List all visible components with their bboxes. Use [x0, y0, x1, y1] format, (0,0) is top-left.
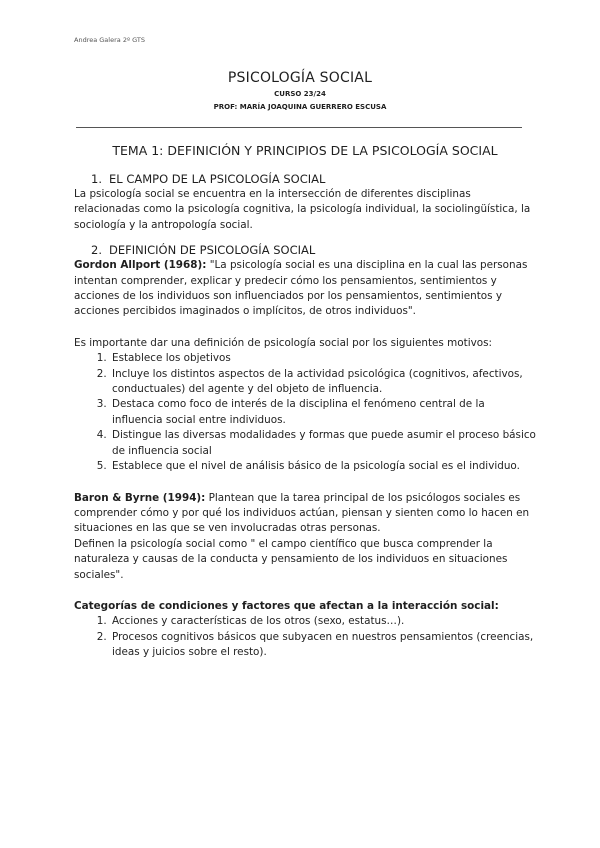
professor-line: PROF: MARÍA JOAQUINA GUERRERO ESCUSA	[213, 103, 387, 111]
section-2-number: 2.	[91, 243, 102, 258]
baron-text: Plantean que la tarea principal de los psicólogos sociales es comprender cómo y por qué los individuos actúan, piensan y sienten como lo hacen en situaciones en las que se ven involucradas otras personas.	[74, 491, 530, 535]
section-2-title: DEFINICIÓN DE PSICOLOGÍA SOCIAL	[109, 243, 316, 258]
baron-paragraph	[74, 491, 536, 537]
section-1-heading	[74, 172, 536, 187]
motives-intro: Es importante dar una definición de psicología social por los siguientes motivos:	[74, 336, 492, 349]
document-title: PSICOLOGÍA SOCIAL	[227, 70, 373, 86]
section-2-heading	[74, 243, 536, 258]
document-body	[74, 143, 536, 661]
list-item: 2. Procesos cognitivos básicos que subyacen en nuestros pensamientos (creencias, ideas y juicios sobre el resto).	[110, 630, 536, 661]
list-item: 5. Establece que el nivel de análisis básico de la psicología social es el individuo.	[110, 459, 536, 474]
allport-paragraph	[74, 258, 536, 320]
topic-heading: TEMA 1: DEFINICIÓN Y PRINCIPIOS DE LA PSICOLOGÍA SOCIAL	[112, 143, 498, 158]
title-divider	[76, 127, 522, 128]
title-block	[0, 70, 600, 112]
section-1-number: 1.	[91, 172, 102, 186]
list-item: 1. Acciones y características de los otros (sexo, estatus…).	[110, 614, 536, 629]
section-1-paragraph: La psicología social se encuentra en la intersección de diferentes disciplinas relacionadas como la psicología cognitiva, la psicología individual, la sociolingüística, la sociología y la antropología social.	[74, 188, 531, 231]
categories-heading: Categorías de condiciones y factores que afectan a la interacción social:	[74, 599, 499, 612]
list-item: 3. Destaca como foco de interés de la disciplina el fenómeno central de la influencia social entre individuos.	[110, 397, 536, 428]
section-1-title: EL CAMPO DE LA PSICOLOGÍA SOCIAL	[109, 172, 326, 186]
allport-quote: "La psicología social es una disciplina en la cual las personas intentan comprender, explicar y predecir cómo los pensamientos, sentimientos y acciones de los individuos son influenciados por los pensamientos, sentimientos y acciones percibidos imaginados o implícitos, de otros individuos".	[74, 259, 528, 318]
list-item: 2. Incluye los distintos aspectos de la actividad psicológica (cognitivos, afectivos, conductuales) del agente y del objeto de influencia.	[110, 367, 536, 398]
header-note: Andrea Galera 2º GTS	[74, 36, 145, 44]
baron-label: Baron & Byrne (1994):	[74, 491, 206, 504]
allport-label: Gordon Allport (1968):	[74, 259, 207, 272]
motives-list	[74, 351, 536, 474]
course-line: CURSO 23/24	[274, 90, 326, 98]
baron-definition: Definen la psicología social como " el campo científico que busca comprender la naturaleza y causas de la conducta y pensamiento de los individuos en situaciones sociales".	[74, 537, 508, 581]
list-item: 4. Distingue las diversas modalidades y formas que puede asumir el proceso básico de influencia social	[110, 428, 536, 459]
categories-list	[74, 614, 536, 660]
list-item: 1. Establece los objetivos	[110, 351, 536, 366]
